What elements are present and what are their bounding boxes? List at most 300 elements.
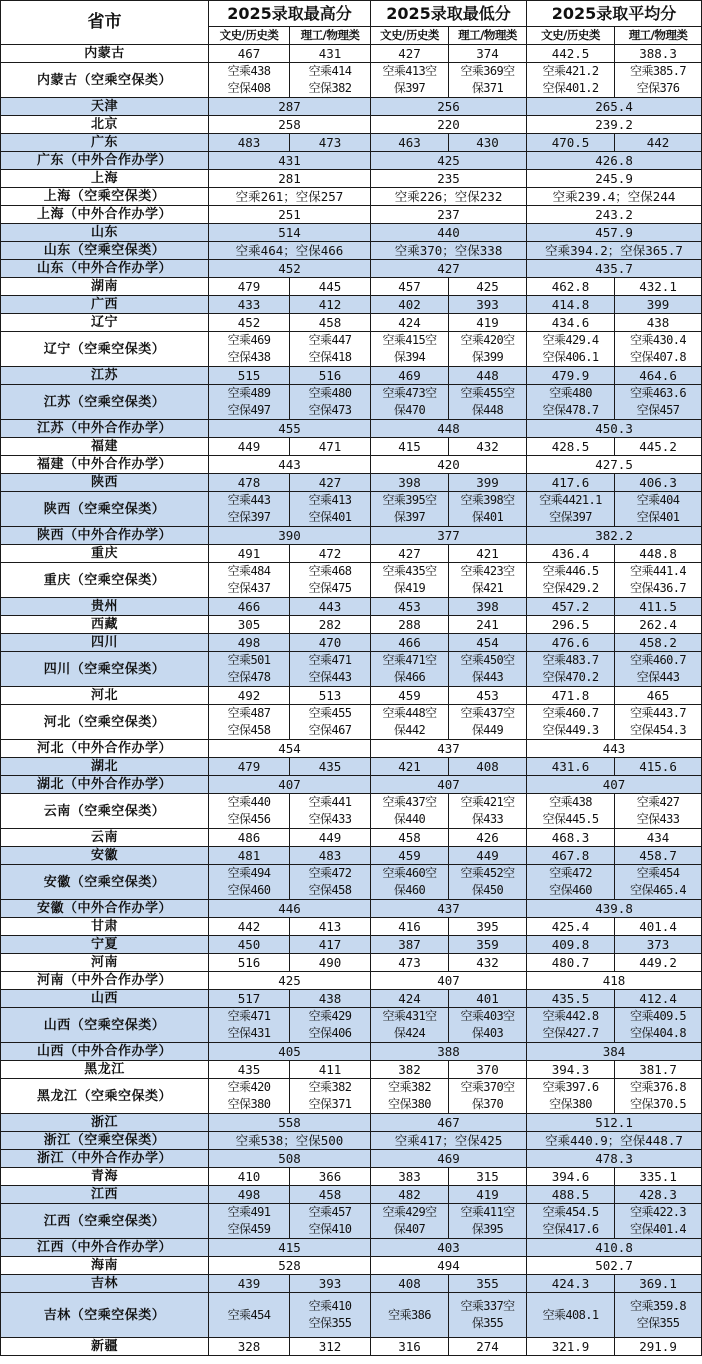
score-cell-merged: 403 <box>371 1239 527 1257</box>
score-cell: 382 <box>371 1061 449 1079</box>
score-cell: 401 <box>449 990 527 1008</box>
province-cell: 甘肃 <box>1 918 209 936</box>
score-cell: 424.3 <box>527 1275 615 1293</box>
score-cell: 469 <box>371 367 449 385</box>
table-row <box>1 385 702 420</box>
table-row <box>1 1008 702 1043</box>
province-cell: 黑龙江 <box>1 1061 209 1079</box>
table-row <box>1 1150 702 1168</box>
province-cell: 安徽（中外合作办学） <box>1 900 209 918</box>
score-cell-merged: 425 <box>209 972 371 990</box>
score-cell: 空乘441 空保433 <box>290 794 371 829</box>
header-province: 省市 <box>1 1 209 45</box>
province-cell: 江西（空乘空保类） <box>1 1204 209 1239</box>
table-row <box>1 1186 702 1204</box>
score-cell-merged: 245.9 <box>527 170 702 188</box>
score-cell: 419 <box>449 314 527 332</box>
table-row <box>1 1043 702 1061</box>
province-cell: 四川 <box>1 634 209 652</box>
score-cell: 465 <box>615 687 702 705</box>
score-cell: 383 <box>371 1168 449 1186</box>
table-row <box>1 1239 702 1257</box>
score-cell: 空乘415空 保394 <box>371 332 449 367</box>
score-cell: 空乘435空 保419 <box>371 563 449 598</box>
score-cell: 空乘440 空保456 <box>209 794 290 829</box>
score-cell: 462.8 <box>527 278 615 296</box>
province-cell: 福建 <box>1 438 209 456</box>
province-cell: 广东 <box>1 134 209 152</box>
score-cell: 空乘455 空保467 <box>290 705 371 740</box>
table-row <box>1 260 702 278</box>
table-row <box>1 116 702 134</box>
score-cell: 486 <box>209 829 290 847</box>
score-cell-merged: 256 <box>371 98 527 116</box>
score-cell: 空乘484 空保437 <box>209 563 290 598</box>
score-cell: 393 <box>449 296 527 314</box>
table-row <box>1 420 702 438</box>
table-row <box>1 152 702 170</box>
score-cell: 427 <box>290 474 371 492</box>
table-row <box>1 1204 702 1239</box>
province-cell: 上海（空乘空保类） <box>1 188 209 206</box>
score-cell: 空乘460.7 空保449.3 <box>527 705 615 740</box>
score-cell: 442 <box>209 918 290 936</box>
score-cell: 459 <box>371 687 449 705</box>
table-row <box>1 367 702 385</box>
score-cell: 516 <box>209 954 290 972</box>
score-cell: 428.3 <box>615 1186 702 1204</box>
score-cell: 470.5 <box>527 134 615 152</box>
score-cell: 空乘471 空保443 <box>290 652 371 687</box>
score-cell: 401.4 <box>615 918 702 936</box>
province-cell: 陕西（中外合作办学） <box>1 527 209 545</box>
province-cell: 山西（中外合作办学） <box>1 1043 209 1061</box>
score-cell: 480.7 <box>527 954 615 972</box>
table-row <box>1 865 702 900</box>
score-cell: 空乘501 空保478 <box>209 652 290 687</box>
score-cell: 424 <box>371 314 449 332</box>
score-cell: 空乘473空 保470 <box>371 385 449 420</box>
table-row <box>1 616 702 634</box>
score-cell: 空乘472 空保458 <box>290 865 371 900</box>
score-cell: 262.4 <box>615 616 702 634</box>
score-cell: 空乘421.2 空保401.2 <box>527 63 615 98</box>
score-cell: 442 <box>615 134 702 152</box>
score-cell-merged: 388 <box>371 1043 527 1061</box>
score-cell: 空乘359.8 空保355 <box>615 1293 702 1338</box>
score-cell: 空乘422.3 空保401.4 <box>615 1204 702 1239</box>
score-cell-merged: 478.3 <box>527 1150 702 1168</box>
table-row <box>1 296 702 314</box>
score-cell: 473 <box>371 954 449 972</box>
score-cell: 空乘460.7 空保443 <box>615 652 702 687</box>
score-cell: 432 <box>449 954 527 972</box>
score-cell-merged: 407 <box>527 776 702 794</box>
score-cell-merged: 251 <box>209 206 371 224</box>
score-cell: 空乘382 空保371 <box>290 1079 371 1114</box>
score-cell: 312 <box>290 1338 371 1356</box>
table-row <box>1 598 702 616</box>
table-row <box>1 900 702 918</box>
province-cell: 湖南 <box>1 278 209 296</box>
score-cell: 空乘369空 保371 <box>449 63 527 98</box>
score-cell: 空乘370空 保370 <box>449 1079 527 1114</box>
score-cell: 388.3 <box>615 45 702 63</box>
score-cell: 449 <box>449 847 527 865</box>
table-body <box>1 45 702 1356</box>
score-cell: 空乘471 空保431 <box>209 1008 290 1043</box>
score-cell: 453 <box>371 598 449 616</box>
table-row <box>1 634 702 652</box>
table-row <box>1 1061 702 1079</box>
score-cell: 468.3 <box>527 829 615 847</box>
province-cell: 浙江（空乘空保类） <box>1 1132 209 1150</box>
score-cell-merged: 446 <box>209 900 371 918</box>
score-cell: 479 <box>209 278 290 296</box>
score-cell: 442.5 <box>527 45 615 63</box>
score-cell-merged: 235 <box>371 170 527 188</box>
province-cell: 河北（空乘空保类） <box>1 705 209 740</box>
score-cell: 432.1 <box>615 278 702 296</box>
province-cell: 重庆 <box>1 545 209 563</box>
score-cell: 483 <box>209 134 290 152</box>
province-cell: 辽宁 <box>1 314 209 332</box>
score-cell-merged: 427.5 <box>527 456 702 474</box>
score-cell: 498 <box>209 1186 290 1204</box>
score-cell-merged: 空乘370；空保338 <box>371 242 527 260</box>
score-cell: 空乘385.7 空保376 <box>615 63 702 98</box>
score-cell-merged: 455 <box>209 420 371 438</box>
score-cell: 373 <box>615 936 702 954</box>
header-sub-liberal: 文史/历史类 <box>209 27 290 45</box>
score-cell: 空乘489 空保497 <box>209 385 290 420</box>
province-cell: 安徽 <box>1 847 209 865</box>
score-cell-merged: 467 <box>371 1114 527 1132</box>
score-cell: 458 <box>290 1186 371 1204</box>
province-cell: 山西 <box>1 990 209 1008</box>
score-cell-merged: 384 <box>527 1043 702 1061</box>
score-cell-merged: 382.2 <box>527 527 702 545</box>
table-row <box>1 545 702 563</box>
score-cell-merged: 512.1 <box>527 1114 702 1132</box>
province-cell: 吉林（空乘空保类） <box>1 1293 209 1338</box>
score-cell: 366 <box>290 1168 371 1186</box>
score-cell: 空乘469 空保438 <box>209 332 290 367</box>
province-cell: 内蒙古（空乘空保类） <box>1 63 209 98</box>
score-cell: 466 <box>209 598 290 616</box>
score-cell: 517 <box>209 990 290 1008</box>
province-cell: 山东（中外合作办学） <box>1 260 209 278</box>
table-row <box>1 687 702 705</box>
table-row <box>1 652 702 687</box>
table-row <box>1 170 702 188</box>
province-cell: 云南（空乘空保类） <box>1 794 209 829</box>
province-cell: 辽宁（空乘空保类） <box>1 332 209 367</box>
score-cell-merged: 437 <box>371 900 527 918</box>
score-cell: 449 <box>209 438 290 456</box>
score-cell: 空乘438 空保408 <box>209 63 290 98</box>
table-row <box>1 1338 702 1356</box>
province-cell: 江苏 <box>1 367 209 385</box>
table-row <box>1 990 702 1008</box>
score-cell: 473 <box>290 134 371 152</box>
score-cell: 428.5 <box>527 438 615 456</box>
score-cell: 427 <box>371 545 449 563</box>
score-cell-merged: 450.3 <box>527 420 702 438</box>
table-row <box>1 242 702 260</box>
score-cell-merged: 420 <box>371 456 527 474</box>
score-cell: 445.2 <box>615 438 702 456</box>
score-cell: 410 <box>209 1168 290 1186</box>
score-cell: 空乘472 空保460 <box>527 865 615 900</box>
province-cell: 陕西 <box>1 474 209 492</box>
score-cell: 458.7 <box>615 847 702 865</box>
score-cell: 399 <box>449 474 527 492</box>
score-cell: 288 <box>371 616 449 634</box>
score-cell: 空乘413空 保397 <box>371 63 449 98</box>
score-cell-merged: 415 <box>209 1239 371 1257</box>
score-cell: 394.3 <box>527 1061 615 1079</box>
score-cell: 488.5 <box>527 1186 615 1204</box>
province-cell: 河南（中外合作办学） <box>1 972 209 990</box>
score-cell-merged: 454 <box>209 740 371 758</box>
score-cell: 空乘480 空保473 <box>290 385 371 420</box>
province-cell: 北京 <box>1 116 209 134</box>
province-cell: 云南 <box>1 829 209 847</box>
score-cell-merged: 528 <box>209 1257 371 1275</box>
table-row <box>1 1079 702 1114</box>
score-cell: 516 <box>290 367 371 385</box>
table-row <box>1 188 702 206</box>
score-cell: 412 <box>290 296 371 314</box>
score-cell-merged: 空乘394.2；空保365.7 <box>527 242 702 260</box>
table-row <box>1 1293 702 1338</box>
score-cell: 空乘454.5 空保417.6 <box>527 1204 615 1239</box>
province-cell: 江西（中外合作办学） <box>1 1239 209 1257</box>
score-cell-merged: 457.9 <box>527 224 702 242</box>
score-cell: 空乘438 空保445.5 <box>527 794 615 829</box>
table-row <box>1 918 702 936</box>
score-cell: 空乘410 空保355 <box>290 1293 371 1338</box>
score-cell-merged: 452 <box>209 260 371 278</box>
score-cell: 374 <box>449 45 527 63</box>
score-cell-merged: 508 <box>209 1150 371 1168</box>
score-cell-merged: 237 <box>371 206 527 224</box>
score-cell: 459 <box>371 847 449 865</box>
score-cell: 452 <box>209 314 290 332</box>
table-row <box>1 224 702 242</box>
score-cell: 434 <box>615 829 702 847</box>
province-cell: 广东（中外合作办学） <box>1 152 209 170</box>
table-row <box>1 758 702 776</box>
score-cell: 467.8 <box>527 847 615 865</box>
province-cell: 重庆（空乘空保类） <box>1 563 209 598</box>
score-cell: 空乘441.4 空保436.7 <box>615 563 702 598</box>
score-cell: 479.9 <box>527 367 615 385</box>
province-cell: 山西（空乘空保类） <box>1 1008 209 1043</box>
score-cell: 空乘420 空保380 <box>209 1079 290 1114</box>
score-cell: 421 <box>371 758 449 776</box>
score-cell-merged: 空乘261；空保257 <box>209 188 371 206</box>
province-cell: 湖北（中外合作办学） <box>1 776 209 794</box>
score-cell: 359 <box>449 936 527 954</box>
score-cell: 453 <box>449 687 527 705</box>
score-cell: 457.2 <box>527 598 615 616</box>
score-cell-merged: 558 <box>209 1114 371 1132</box>
table-row <box>1 954 702 972</box>
score-cell-merged: 431 <box>209 152 371 170</box>
score-cell: 241 <box>449 616 527 634</box>
table-row <box>1 829 702 847</box>
table-row <box>1 98 702 116</box>
table-row <box>1 776 702 794</box>
score-cell: 381.7 <box>615 1061 702 1079</box>
score-cell: 387 <box>371 936 449 954</box>
score-cell: 空乘431空 保424 <box>371 1008 449 1043</box>
table-row <box>1 456 702 474</box>
score-cell-merged: 287 <box>209 98 371 116</box>
province-cell: 上海（中外合作办学） <box>1 206 209 224</box>
score-cell: 空乘494 空保460 <box>209 865 290 900</box>
score-cell-merged: 426.8 <box>527 152 702 170</box>
score-cell: 458 <box>371 829 449 847</box>
province-cell: 青海 <box>1 1168 209 1186</box>
score-cell: 空乘420空 保399 <box>449 332 527 367</box>
header-sub-science: 理工/物理类 <box>615 27 702 45</box>
score-cell: 457 <box>371 278 449 296</box>
score-cell: 空乘398空 保401 <box>449 492 527 527</box>
score-cell: 空乘454 空保465.4 <box>615 865 702 900</box>
province-cell: 陕西（空乘空保类） <box>1 492 209 527</box>
score-cell: 321.9 <box>527 1338 615 1356</box>
table-row <box>1 847 702 865</box>
score-cell-merged: 410.8 <box>527 1239 702 1257</box>
score-cell: 空乘421空 保433 <box>449 794 527 829</box>
score-cell: 空乘454 <box>209 1293 290 1338</box>
province-cell: 江西 <box>1 1186 209 1204</box>
table-row <box>1 1132 702 1150</box>
score-cell: 431 <box>290 45 371 63</box>
score-cell: 417.6 <box>527 474 615 492</box>
score-cell: 481 <box>209 847 290 865</box>
score-cell: 空乘409.5 空保404.8 <box>615 1008 702 1043</box>
score-cell: 483 <box>290 847 371 865</box>
score-cell: 443 <box>290 598 371 616</box>
score-cell: 445 <box>290 278 371 296</box>
score-cell: 空乘448空 保442 <box>371 705 449 740</box>
score-cell: 空乘471空 保466 <box>371 652 449 687</box>
score-cell: 空乘487 空保458 <box>209 705 290 740</box>
score-cell: 419 <box>449 1186 527 1204</box>
table-row <box>1 438 702 456</box>
score-cell: 空乘395空 保397 <box>371 492 449 527</box>
score-cell: 空乘376.8 空保370.5 <box>615 1079 702 1114</box>
score-cell: 464.6 <box>615 367 702 385</box>
score-cell: 空乘491 空保459 <box>209 1204 290 1239</box>
score-cell-merged: 空乘226；空保232 <box>371 188 527 206</box>
score-cell: 空乘408.1 <box>527 1293 615 1338</box>
score-cell-merged: 258 <box>209 116 371 134</box>
score-cell: 434.6 <box>527 314 615 332</box>
score-cell: 463 <box>371 134 449 152</box>
province-cell: 福建（中外合作办学） <box>1 456 209 474</box>
score-cell: 411 <box>290 1061 371 1079</box>
table-row <box>1 314 702 332</box>
score-cell: 433 <box>209 296 290 314</box>
header-sub-liberal: 文史/历史类 <box>527 27 615 45</box>
score-cell-merged: 469 <box>371 1150 527 1168</box>
score-cell-merged: 443 <box>209 456 371 474</box>
score-cell: 空乘442.8 空保427.7 <box>527 1008 615 1043</box>
province-cell: 贵州 <box>1 598 209 616</box>
table-row <box>1 134 702 152</box>
score-cell: 425.4 <box>527 918 615 936</box>
score-cell: 482 <box>371 1186 449 1204</box>
table-row <box>1 740 702 758</box>
table-row <box>1 1168 702 1186</box>
score-cell: 398 <box>371 474 449 492</box>
score-cell: 空乘480 空保478.7 <box>527 385 615 420</box>
score-cell: 431.6 <box>527 758 615 776</box>
score-cell: 395 <box>449 918 527 936</box>
score-cell: 435 <box>290 758 371 776</box>
score-cell: 空乘437空 保440 <box>371 794 449 829</box>
header-min-score: 2025录取最低分 <box>371 1 527 27</box>
score-cell: 450 <box>209 936 290 954</box>
score-cell: 空乘413 空保401 <box>290 492 371 527</box>
province-cell: 广西 <box>1 296 209 314</box>
province-cell: 安徽（空乘空保类） <box>1 865 209 900</box>
score-cell: 458.2 <box>615 634 702 652</box>
score-cell: 472 <box>290 545 371 563</box>
province-cell: 天津 <box>1 98 209 116</box>
province-cell: 江苏（空乘空保类） <box>1 385 209 420</box>
score-cell-merged: 281 <box>209 170 371 188</box>
score-cell: 空乘450空 保443 <box>449 652 527 687</box>
table-row <box>1 527 702 545</box>
score-cell: 408 <box>449 758 527 776</box>
score-cell: 411.5 <box>615 598 702 616</box>
score-cell: 空乘337空 保355 <box>449 1293 527 1338</box>
score-cell: 空乘443.7 空保454.3 <box>615 705 702 740</box>
score-cell: 467 <box>209 45 290 63</box>
score-cell: 449.2 <box>615 954 702 972</box>
score-cell: 471 <box>290 438 371 456</box>
score-cell: 空乘429 空保406 <box>290 1008 371 1043</box>
score-cell-merged: 514 <box>209 224 371 242</box>
table-row <box>1 474 702 492</box>
score-cell-merged: 空乘538；空保500 <box>209 1132 371 1150</box>
score-cell: 438 <box>290 990 371 1008</box>
score-cell: 空乘429空 保407 <box>371 1204 449 1239</box>
table-row <box>1 972 702 990</box>
score-cell: 513 <box>290 687 371 705</box>
score-cell: 空乘430.4 空保407.8 <box>615 332 702 367</box>
table-row <box>1 492 702 527</box>
score-cell: 空乘443 空保397 <box>209 492 290 527</box>
table-row <box>1 278 702 296</box>
score-cell-merged: 437 <box>371 740 527 758</box>
table-row <box>1 705 702 740</box>
score-cell: 416 <box>371 918 449 936</box>
score-cell-merged: 407 <box>371 776 527 794</box>
score-cell: 414.8 <box>527 296 615 314</box>
score-cell: 412.4 <box>615 990 702 1008</box>
score-cell-merged: 407 <box>209 776 371 794</box>
table-row <box>1 563 702 598</box>
score-cell: 355 <box>449 1275 527 1293</box>
score-cell: 空乘463.6 空保457 <box>615 385 702 420</box>
